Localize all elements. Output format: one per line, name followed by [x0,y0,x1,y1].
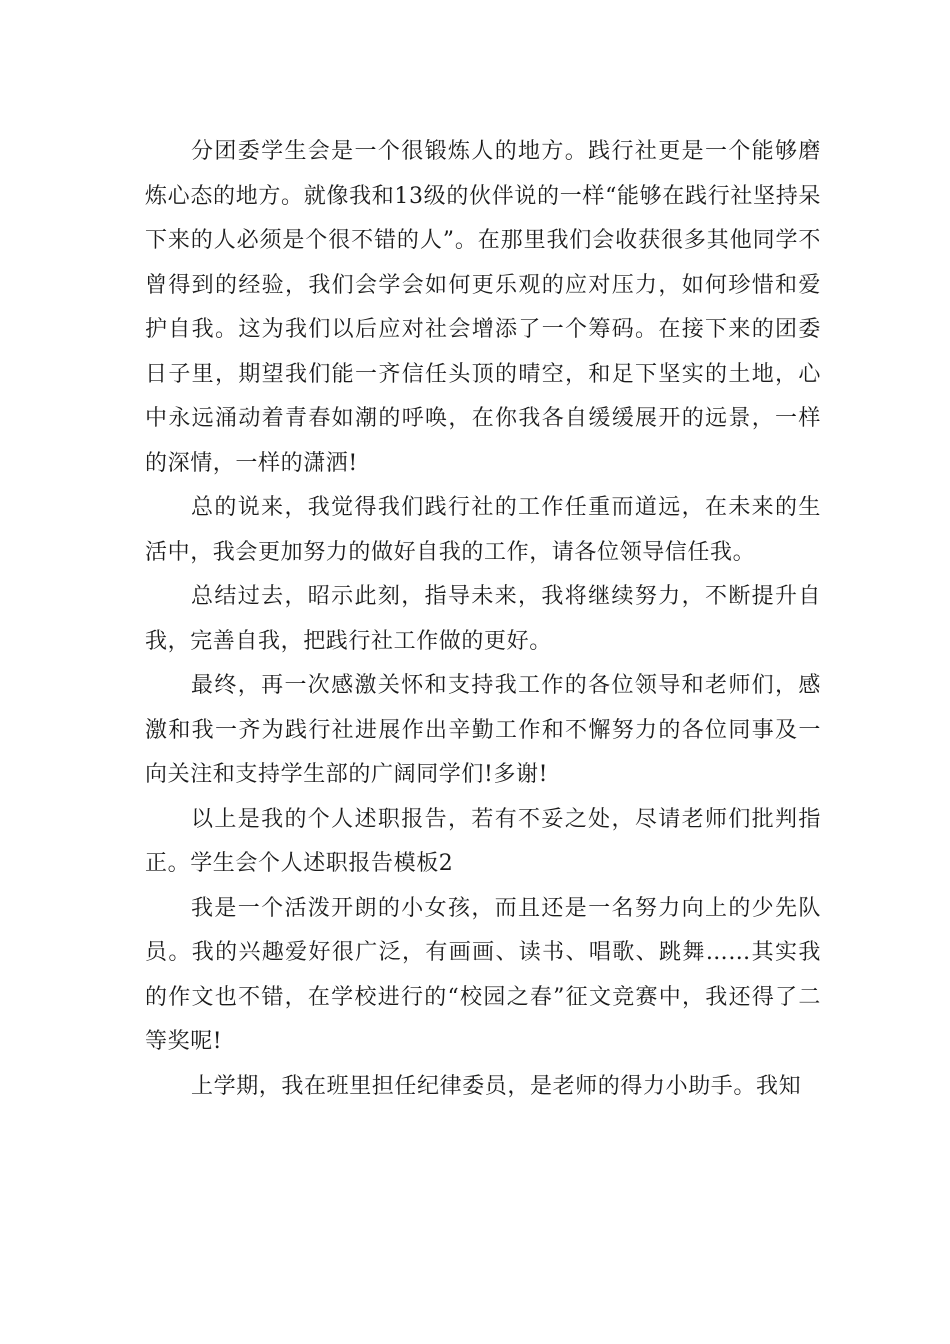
paragraph-thanks: 最终，再一次感激关怀和支持我工作的各位领导和老师们，感激和我一齐为践行社进展作出辛勤工作和不懈努力的各位同事及一向关注和支持学生部的广阔同学们!多谢! [145,673,821,787]
paragraph-closing: 以上是我的个人述职报告，若有不妥之处，尽请老师们批判指正。学生会个人述职报告模板2 [145,806,821,876]
paragraph-looking-ahead: 总结过去，昭示此刻，指导未来，我将继续努力，不断提升自我，完善自我，把践行社工作做的更好。 [145,584,821,654]
paragraph-self-introduction: 我是一个活泼开朗的小女孩，而且还是一名努力向上的少先队员。我的兴趣爱好很广泛，有画画、读书、唱歌、跳舞……其实我的作文也不错，在学校进行的“校园之春”征文竞赛中，我还得了二等奖呢! [145,895,821,1054]
paragraph-summary: 总的说来，我觉得我们践行社的工作任重而道远，在未来的生活中，我会更加努力的做好自我的工作，请各位领导信任我。 [145,495,821,565]
document-body [145,130,821,1109]
paragraph-last-semester: 上学期，我在班里担任纪律委员，是老师的得力小助手。我知 [191,1073,802,1099]
paragraph-student-union: 分团委学生会是一个很锻炼人的地方。践行社更是一个能够磨炼心态的地方。就像我和13级的伙伴说的一样“能够在践行社坚持呆下来的人必须是个很不错的人”。在那里我们会收获很多其他同学不曾得到的经验，我们会学会如何更乐观的应对压力，如何珍惜和爱护自我。这为我们以后应对社会增添了一个筹码。在接下来的团委日子里，期望我们能一齐信任头顶的晴空，和足下坚实的土地，心中永远涌动着青春如潮的呼唤，在你我各自缓缓展开的远景，一样的深情，一样的潇洒! [145,139,821,476]
